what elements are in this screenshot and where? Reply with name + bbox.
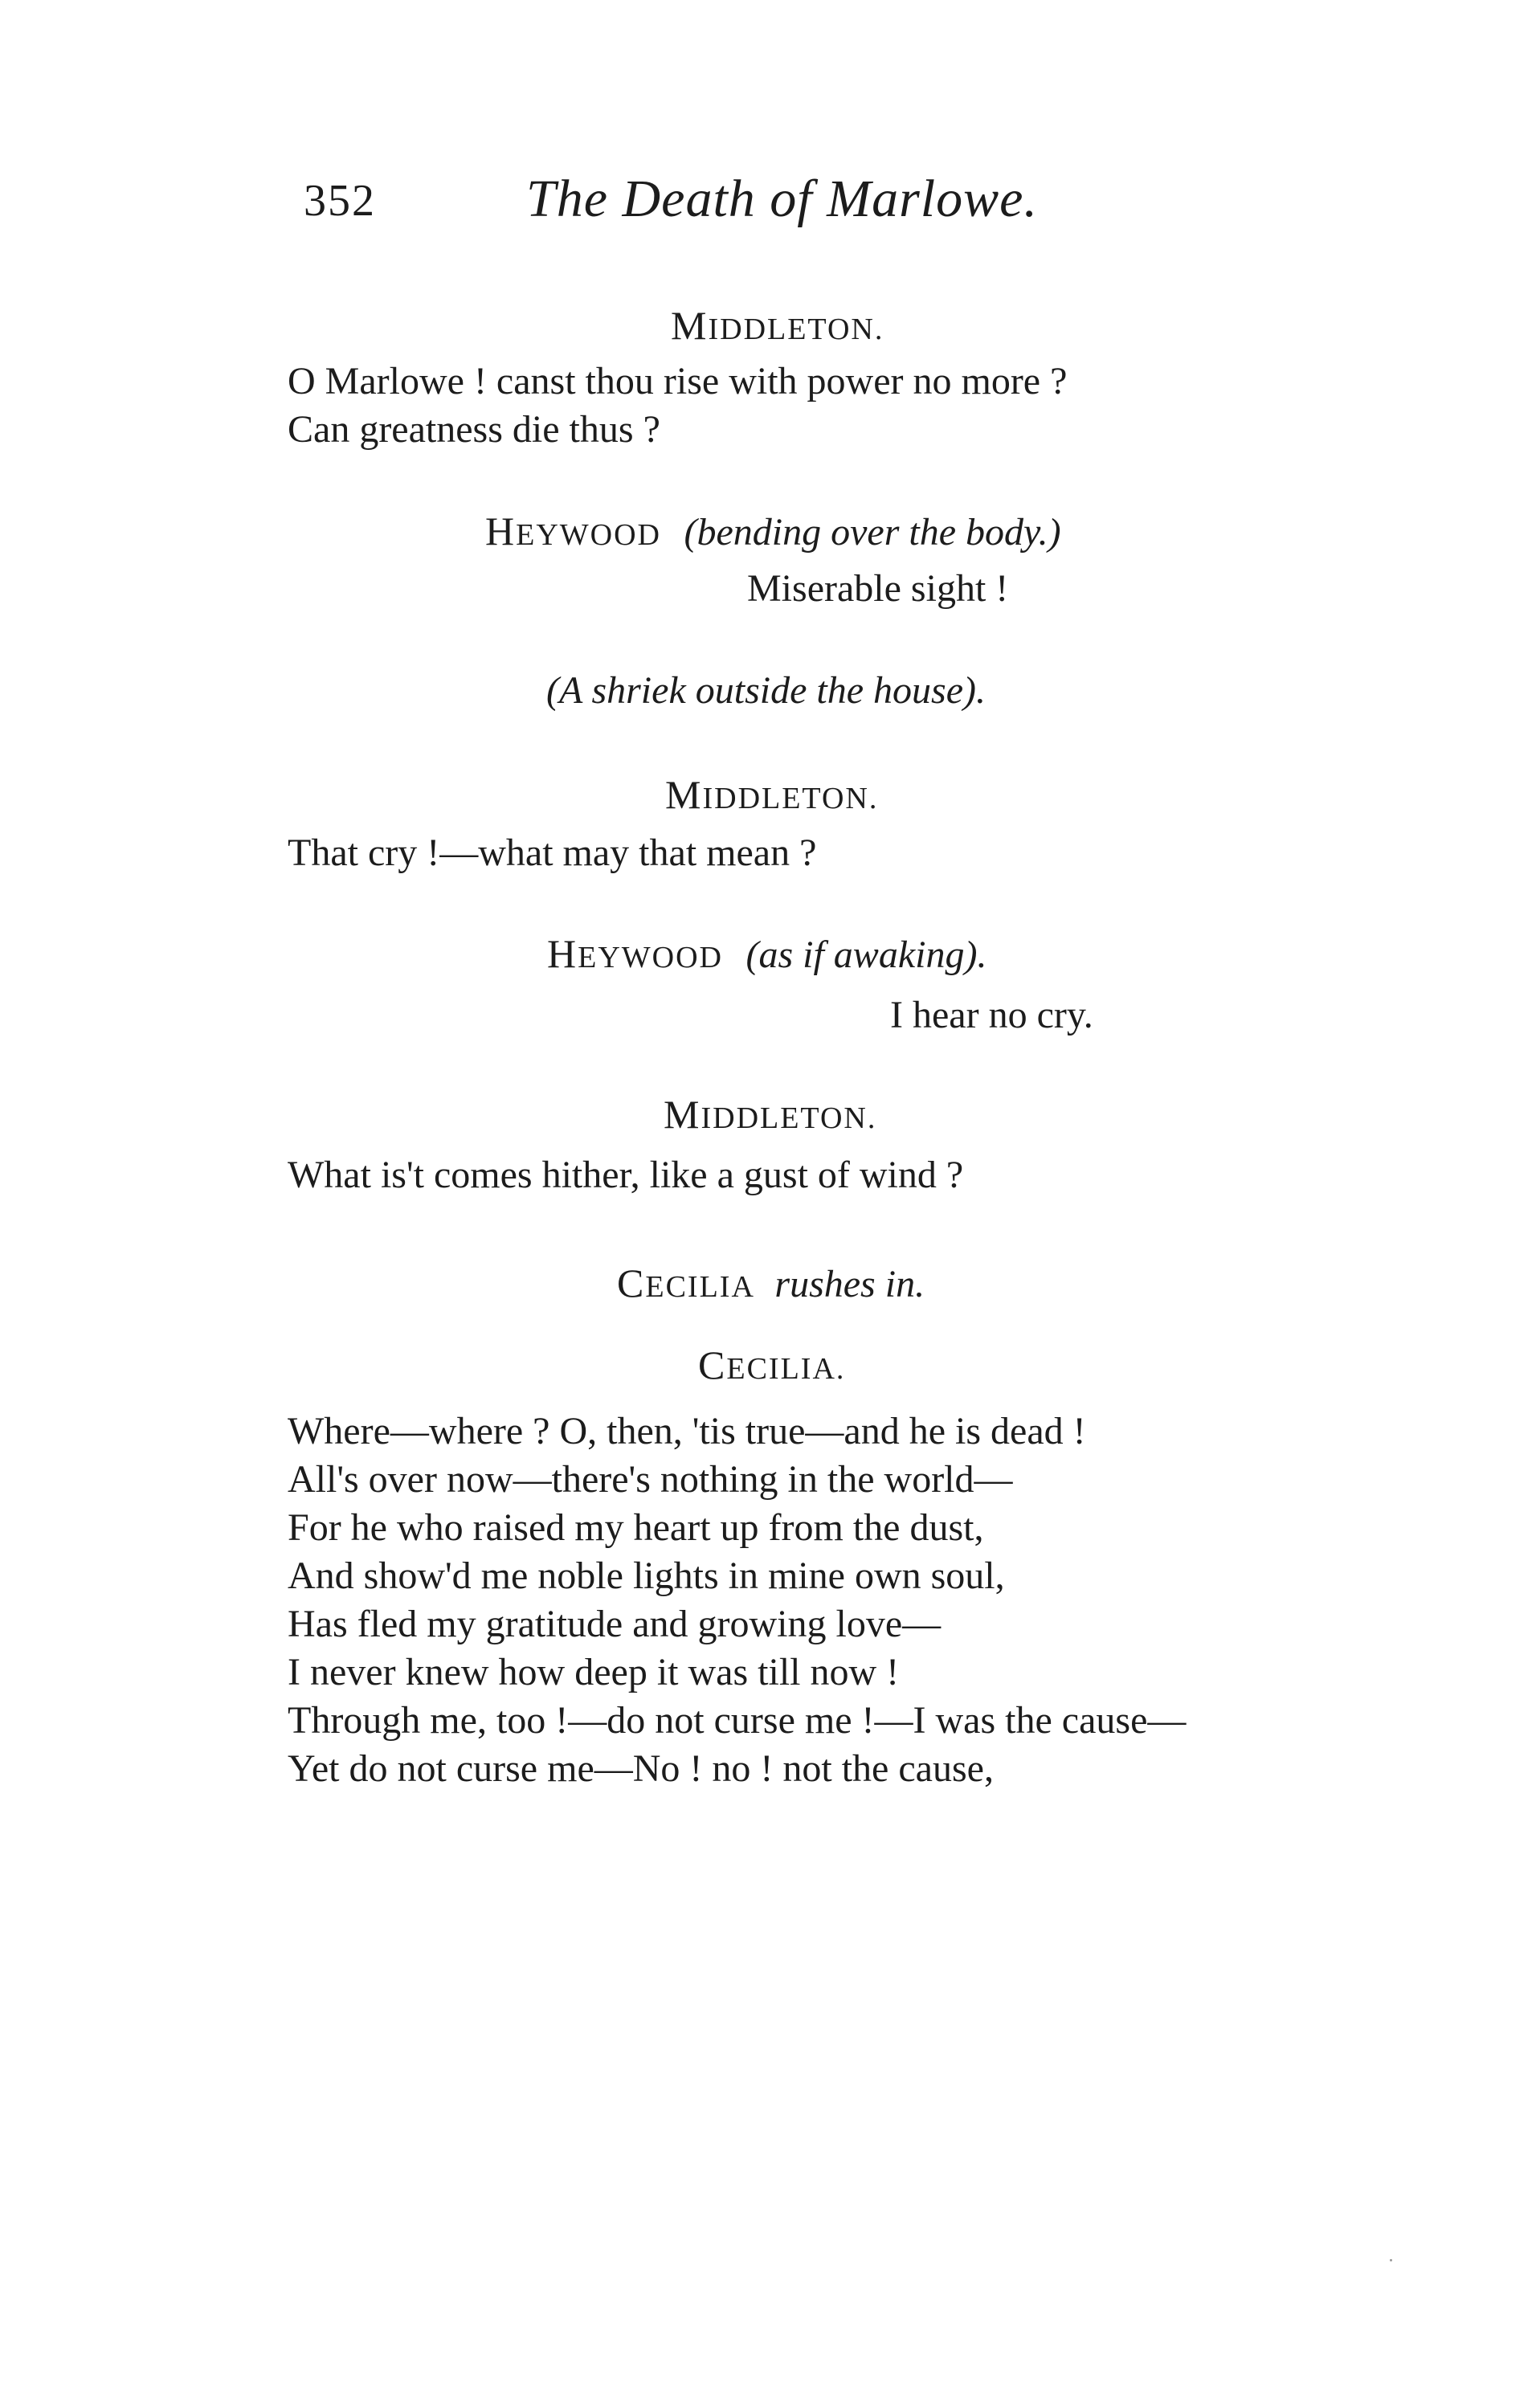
speaker-heading [547,930,986,977]
running-title: The Death of Marlowe. [526,170,1038,228]
verse-line: For he who raised my heart up from the dust, [288,1506,984,1549]
verse-line: Has fled my gratitude and growing love— [288,1603,942,1645]
stage-direction: (bending over the body.) [684,511,1061,554]
page-speck [1390,2259,1392,2261]
speaker-name: HEYWOOD [547,931,723,976]
speech-heywood-1: Miserable sight ! [747,567,1009,610]
speech-heywood-2: I hear no cry. [890,994,1093,1036]
verse-line: Through me, too !—do not curse me !—I was the cause— [288,1699,1187,1742]
speech-middleton-1 [288,357,1067,454]
page-number: 352 [304,176,376,226]
verse-line: Where—where ? O, then, 'tis true—and he is dead ! [288,1410,1086,1452]
verse-line: Yet do not curse me—No ! no ! not the cause, [288,1747,994,1790]
speaker-heading: MIDDLETON. [665,772,879,817]
speaker-name: CECILIA [617,1260,755,1305]
verse-line: Can greatness die thus ? [288,408,660,451]
speech-cecilia-1 [288,1407,1186,1793]
speaker-heading: CECILIA. [698,1342,846,1387]
speaker-heading [485,508,1061,554]
stage-direction: rushes in. [774,1263,925,1305]
stage-direction: (as if awaking). [745,933,987,976]
verse-line: I never knew how deep it was till now ! [288,1651,900,1693]
speaker-name: HEYWOOD [485,509,661,554]
verse-line: All's over now—there's nothing in the world— [288,1458,1013,1501]
speech-middleton-3: What is't comes hither, like a gust of wind ? [288,1154,964,1196]
entrance-direction [617,1260,925,1306]
verse-line: And show'd me noble lights in mine own soul, [288,1554,1005,1597]
speaker-heading: MIDDLETON. [664,1092,877,1137]
verse-line: O Marlowe ! canst thou rise with power no more ? [288,360,1068,402]
speech-middleton-2: That cry !—what may that mean ? [288,831,817,874]
speaker-heading: MIDDLETON. [671,303,884,348]
stage-direction: (A shriek outside the house). [546,669,986,712]
